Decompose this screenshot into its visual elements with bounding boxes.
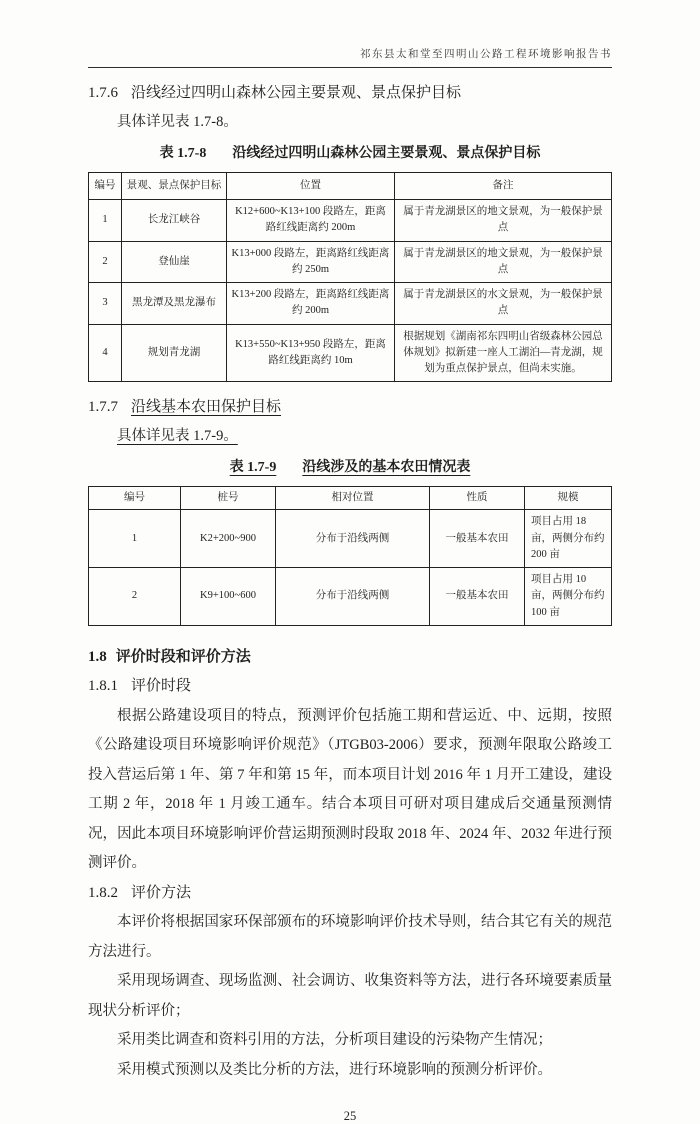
section-number: 1.8.2: [88, 884, 118, 901]
table-cell: 一般基本农田: [430, 510, 525, 568]
table-caption-title: 沿线经过四明山森林公园主要景观、景点保护目标: [232, 146, 541, 161]
section-title: 评价时段和评价方法: [115, 648, 251, 665]
table-cell: 属于青龙湖景区的地文景观，为一般保护景点: [395, 241, 612, 283]
table-cell: K9+100~600: [181, 568, 276, 626]
para-method-analogy: 采用类比调查和资料引用的方法，分析项目建设的污染物产生情况；: [117, 1032, 552, 1049]
table-cell: 分布于沿线两侧: [276, 510, 430, 568]
para-method-prediction: 采用模式预测以及类比分析的方法，进行环境影响的预测分析评价。: [117, 1061, 552, 1078]
section-title: 评价时段: [131, 678, 192, 695]
table-cell: 分布于沿线两侧: [276, 568, 430, 626]
table-cell: 属于青龙湖景区的地文景观，为一般保护景点: [395, 200, 612, 242]
table-header-cell: 位置: [227, 173, 395, 200]
table-cell: K13+550~K13+950 段路左，距离路红线距离约 10m: [227, 324, 395, 382]
section-title: 沿线经过四明山森林公园主要景观、景点保护目标: [131, 85, 462, 101]
table-row: [89, 568, 612, 626]
table-header-cell: 相对位置: [276, 487, 430, 510]
table-header-cell: 性质: [430, 487, 525, 510]
table-row: [89, 241, 612, 283]
table-cell: 规划青龙湖: [122, 324, 227, 382]
table-cell: K13+200 段路左，距离路红线距离约 200m: [227, 283, 395, 325]
table-cell: 黑龙潭及黑龙瀑布: [122, 283, 227, 325]
table-cell: 根据规划《湖南祁东四明山省级森林公园总体规划》拟新建一座人工湖泊—青龙湖，规划为重点保护景点，但尚未实施。: [395, 324, 612, 382]
table-cell: 4: [89, 324, 122, 382]
page-number: 25: [343, 1109, 357, 1124]
table-cell: 1: [89, 200, 122, 242]
table-178-caption: [88, 144, 612, 164]
table-header-cell: 备注: [395, 173, 612, 200]
section-heading-1-8: [88, 643, 612, 673]
para-method-survey: 采用现场调查、现场监测、社会调访、收集资料等方法，进行各环境要素质量现状分析评价；: [88, 973, 612, 1019]
table-header-cell: 编号: [89, 173, 122, 200]
table-cell: 属于青龙湖景区的水文景观，为一般保护景点: [395, 283, 612, 325]
para-method-intro: 本评价将根据国家环保部颁布的环境影响评价技术导则，结合其它有关的规范方法进行。: [88, 914, 612, 960]
section-title: 评价方法: [131, 884, 192, 901]
para-evaluation-period: 根据公路建设项目的特点，预测评价包括施工期和营运近、中、远期，按照《公路建设项目环境影响评价规范》（JTGB03-2006）要求，预测年限取公路竣工投入营运后第 1 年、第 7 年和第 15 年，而本项目计划 2016 年 1 月开工建设，建设工期 2 年，2018 年 1 月竣工通车。结合本项目可研对项目建成后交通量预测情况，因此本项目环境影响评价营运期预测时段取 2018 年、2024 年、2032 年进行预测评价。: [88, 707, 612, 872]
table-cell: K2+200~900: [181, 510, 276, 568]
section-number: 1.7.7: [88, 399, 118, 416]
table-header-cell: 编号: [89, 487, 181, 510]
table-row: [89, 510, 612, 568]
table-cell: 3: [89, 283, 122, 325]
table-cell: 长龙江峡谷: [122, 200, 227, 242]
table-caption-label: 表 1.7-8: [159, 146, 207, 161]
table-cell: K12+600~K13+100 段路左，距离路红线距离约 200m: [227, 200, 395, 242]
section-heading-1-7-7: [88, 396, 612, 418]
section-heading-1-8-2: [88, 879, 612, 909]
section-number: 1.8: [88, 648, 107, 665]
table-row: [89, 324, 612, 382]
table-header-cell: 桩号: [181, 487, 276, 510]
section-number: 1.8.1: [88, 678, 118, 695]
see-note-table-179: 具体详见表 1.7-9。: [117, 428, 238, 445]
table-header-cell: 景观、景点保护目标: [122, 173, 227, 200]
table-cell: 登仙崖: [122, 241, 227, 283]
section-heading-1-7-6: [88, 82, 612, 104]
see-note-table-178: 具体详见表 1.7-8。: [117, 114, 238, 130]
section-heading-1-8-1: [88, 672, 612, 702]
table-cell: 项目占用 10 亩，两侧分布约 100 亩: [525, 568, 612, 626]
section-title: 沿线基本农田保护目标: [131, 399, 282, 416]
table-caption-title: 沿线涉及的基本农田情况表: [302, 460, 471, 476]
table-header-row: [89, 487, 612, 510]
table-179-caption: [88, 458, 612, 478]
table-cell: 一般基本农田: [430, 568, 525, 626]
running-header: [88, 46, 612, 68]
table-cell: 项目占用 18 亩，两侧分布约 200 亩: [525, 510, 612, 568]
table-cell: 2: [89, 241, 122, 283]
table-cell: 1: [89, 510, 181, 568]
table-header-cell: 规模: [525, 487, 612, 510]
table-row: [89, 283, 612, 325]
section-number: 1.7.6: [88, 85, 118, 101]
table-header-row: [89, 173, 612, 200]
table-1-7-8: [88, 172, 612, 382]
table-cell: 2: [89, 568, 181, 626]
running-header-text: 祁东县太和堂至四明山公路工程环境影响报告书: [360, 49, 612, 60]
table-1-7-9: [88, 486, 612, 626]
table-cell: K13+000 段路左，距离路红线距离约 250m: [227, 241, 395, 283]
table-caption-label: 表 1.7-9: [229, 460, 277, 476]
table-row: [89, 200, 612, 242]
